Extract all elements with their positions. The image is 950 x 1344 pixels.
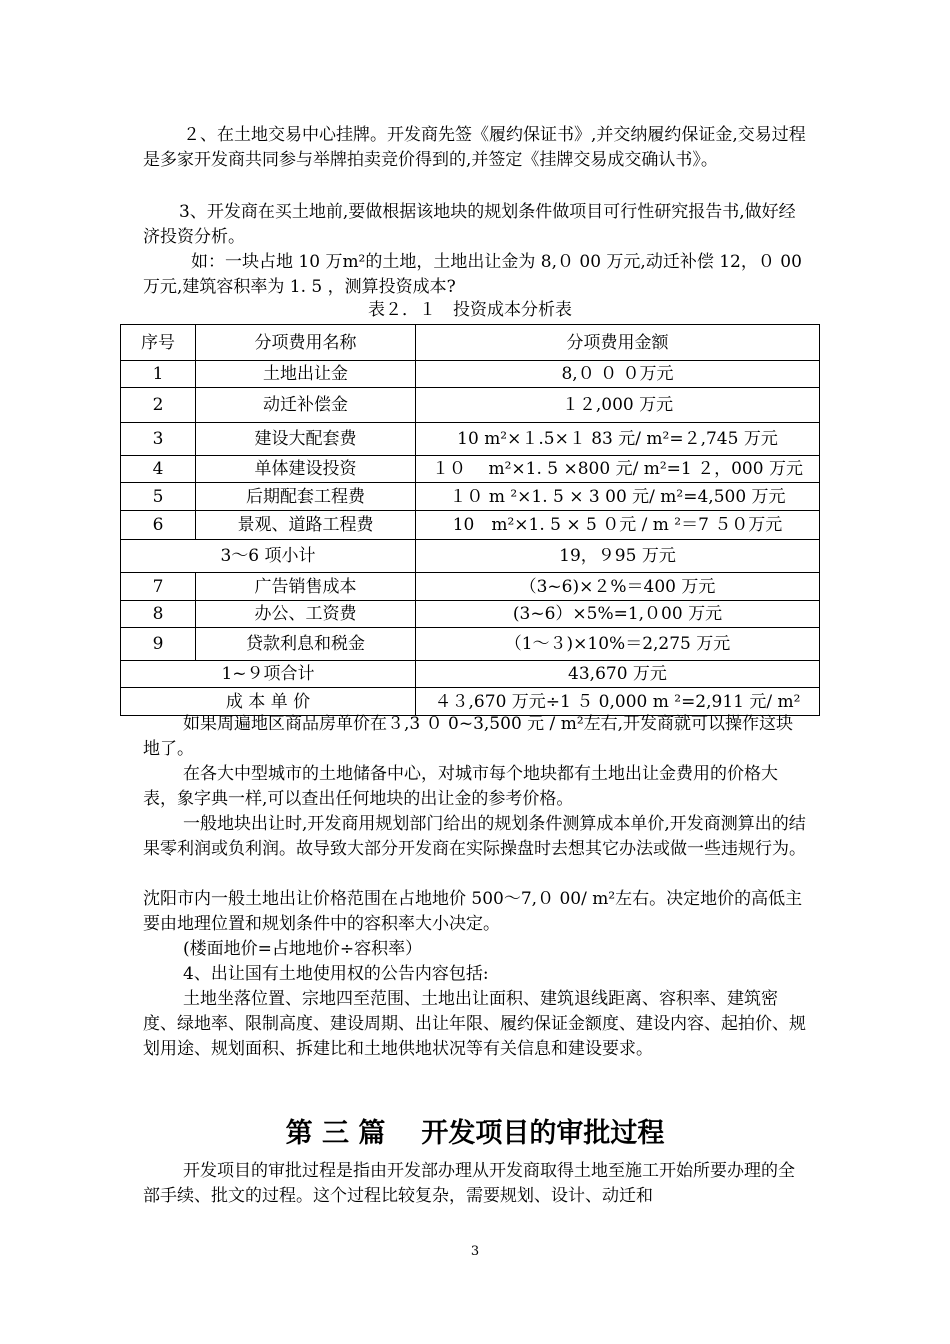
row-item: 广告销售成本	[196, 573, 416, 601]
table-row	[121, 456, 820, 483]
header-amount: 分项费用金额	[416, 325, 820, 361]
table-row	[121, 423, 820, 456]
paragraph-land-reserve: 在各大中型城市的土地储备中心，对城市每个地块都有土地出让金费用的价格大表，象字典一样,可以查出任何地块的出让金的参考价格。	[143, 764, 778, 809]
unit-cost-label: 成 本 单 价	[121, 688, 416, 716]
row-item: 动迁补偿金	[196, 388, 416, 423]
row-item: 土地出让金	[196, 361, 416, 388]
row-amount: （1～３)×10%＝2,275 万元	[416, 628, 820, 661]
paragraph-feasibility: 3、开发商在买土地前,要做根据该地块的规划条件做项目可行性研究报告书,做好经济投资分析。	[143, 202, 796, 247]
row-amount: 8,０ ０ ０万元	[416, 361, 820, 388]
row-item: 景观、道路工程费	[196, 511, 416, 540]
section-heading	[0, 1115, 950, 1153]
row-index: 5	[121, 483, 196, 511]
table-row	[121, 628, 820, 661]
total-label: 1~９项合计	[121, 661, 416, 688]
paragraph-shenyang-price: 沈阳市内一般土地出让价格范围在占地地价 500～7,０ 00/ m²左右。决定地价的高低主要由地理位置和规划条件中的容积率大小决定。	[143, 889, 803, 934]
subtotal-value: 19，９95 万元	[416, 540, 820, 573]
row-amount: 10 m²×1. 5 × 5 ０元 / m ²＝7 ５０万元	[416, 511, 820, 540]
row-index: 9	[121, 628, 196, 661]
row-item: 办公、工资费	[196, 601, 416, 628]
table-caption: 表２．１ 投资成本分析表	[368, 300, 572, 320]
row-amount: １０ m²×1. 5 ×800 元/ m²=1 ２，000 万元	[416, 456, 820, 483]
row-amount: 10 m²×１.5×１ 83 元/ m²=２,745 万元	[416, 423, 820, 456]
paragraph-floor-price: (楼面地价=占地地价÷容积率）	[183, 939, 423, 959]
table-row	[121, 483, 820, 511]
row-amount: １２,000 万元	[416, 388, 820, 423]
paragraph-announcement-content: 土地坐落位置、宗地四至范围、土地出让面积、建筑退线距离、容积率、建筑密度、绿地率、限制高度、建设周期、出让年限、履约保证金额度、建设内容、起拍价、规划用途、规划面积、拆建比和土地供地状况等有关信息和建设要求。	[143, 989, 806, 1059]
row-item: 单体建设投资	[196, 456, 416, 483]
total-value: 43,670 万元	[416, 661, 820, 688]
table-header-row	[121, 325, 820, 361]
row-item: 建设大配套费	[196, 423, 416, 456]
paragraph-cost-estimate: 一般地块出让时,开发商用规划部门给出的规划条件测算成本单价,开发商测算出的结果零利润或负利润。故导致大部分开发商在实际操盘时去想其它办法或做一些违规行为。	[143, 814, 806, 859]
paragraph-approval: 开发项目的审批过程是指由开发部办理从开发商取得土地至施工开始所要办理的全部手续、批文的过程。这个过程比较复杂，需要规划、设计、动迁和	[143, 1161, 795, 1206]
paragraph-listing: ２、在土地交易中心挂牌。开发商先签《履约保证书》,并交纳履约保证金,交易过程是多家开发商共同参与举牌拍卖竞价得到的,并签定《挂牌交易成交确认书》。	[143, 125, 806, 170]
table-row	[121, 388, 820, 423]
row-amount: １０ m ²×1. 5 × 3 00 元/ m²=4,500 万元	[416, 483, 820, 511]
page-number: 3	[470, 1244, 480, 1259]
row-item: 后期配套工程费	[196, 483, 416, 511]
paragraph-price-range: 如果周遍地区商品房单价在３,3 ０ 0~3,500 元 / m²左右,开发商就可以操作这块地了。	[143, 714, 794, 759]
row-index: 7	[121, 573, 196, 601]
row-item: 贷款利息和税金	[196, 628, 416, 661]
heading-title: 开发项目的审批过程	[421, 1118, 665, 1149]
header-index: 序号	[121, 325, 196, 361]
paragraph-example: 如：一块占地 10 万m²的土地，土地出让金为 8,０ 00 万元,动迁补偿 12，０ 00 万元,建筑容积率为 1. 5 ，测算投资成本?	[143, 252, 802, 297]
row-amount: （3~6)×２%＝400 万元	[416, 573, 820, 601]
paragraph-announcement: 4、出让国有土地使用权的公告内容包括:	[183, 964, 489, 984]
table-row	[121, 511, 820, 540]
cost-analysis-table	[120, 324, 820, 716]
total-row	[121, 661, 820, 688]
table-row	[121, 361, 820, 388]
table-row	[121, 601, 820, 628]
row-index: 8	[121, 601, 196, 628]
row-index: 4	[121, 456, 196, 483]
subtotal-row	[121, 540, 820, 573]
table-row	[121, 573, 820, 601]
row-index: 1	[121, 361, 196, 388]
heading-part: 第 三 篇	[285, 1118, 386, 1149]
row-index: 3	[121, 423, 196, 456]
row-index: 6	[121, 511, 196, 540]
row-amount: (3~6）×5%=1,０00 万元	[416, 601, 820, 628]
row-index: 2	[121, 388, 196, 423]
unit-cost-value: ４３,670 万元÷1 ５ 0,000 m ²=2,911 元/ m²	[416, 688, 820, 716]
header-item: 分项费用名称	[196, 325, 416, 361]
subtotal-label: 3～6 项小计	[121, 540, 416, 573]
